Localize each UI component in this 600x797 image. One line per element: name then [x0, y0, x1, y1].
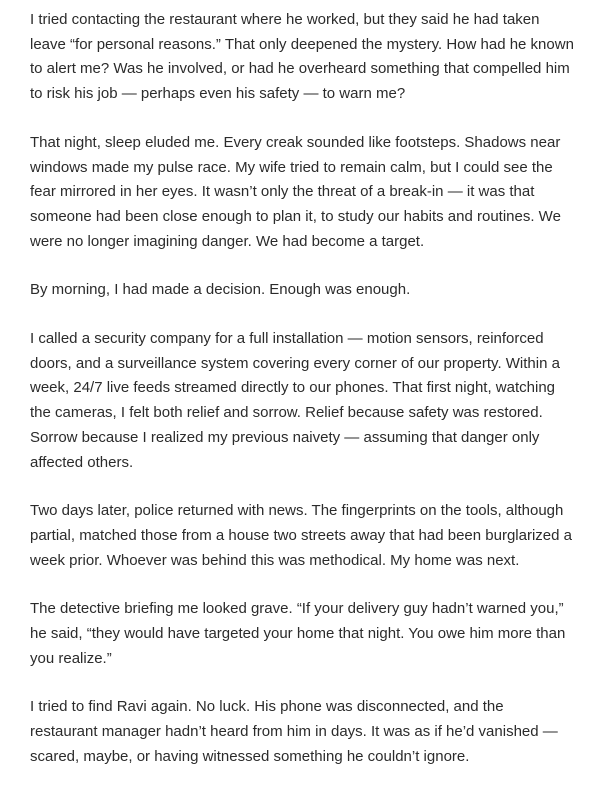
paragraph: The detective briefing me looked grave. “If your delivery guy hadn’t warned you,” he said, “they would have targeted your home that night. You owe him more than you realize.”	[30, 600, 566, 667]
paragraph: That night, sleep eluded me. Every creak sounded like footsteps. Shadows near windows made my pulse race. My wife tried to remain calm, but I could see the fear mirrored in her eyes. It wasn’t only the threat of a break-in — it was that someone had been close enough to plan it, to study our habits and routines. We were no longer imagining danger. We had become a target.	[30, 133, 561, 250]
paragraph: I tried to find Ravi again. No luck. His phone was disconnected, and the restaurant manager hadn’t heard from him in days. It was as if he’d vanished — scared, maybe, or having witnessed something he couldn’t ignore.	[30, 698, 558, 765]
paragraph: I called a security company for a full installation — motion sensors, reinforced doors, and a surveillance system covering every corner of our property. Within a week, 24/7 live feeds streamed directly to our phones. That first night, watching the cameras, I felt both relief and sorrow. Relief because safety was restored. Sorrow because I realized my previous naivety — assuming that danger only affected others.	[30, 330, 560, 471]
paragraph: By morning, I had made a decision. Enough was enough.	[30, 281, 411, 299]
paragraph: I tried contacting the restaurant where he worked, but they said he had taken leave “for personal reasons.” That only deepened the mystery. How had he known to alert me? Was he involved, or had he overheard something that compelled him to risk his job — perhaps even his safety — to warn me?	[30, 11, 574, 103]
paragraph: Two days later, police returned with news. The fingerprints on the tools, although partial, matched those from a house two streets away that had been burglarized a week prior. Whoever was behind this was methodical. My home was next.	[30, 502, 572, 569]
